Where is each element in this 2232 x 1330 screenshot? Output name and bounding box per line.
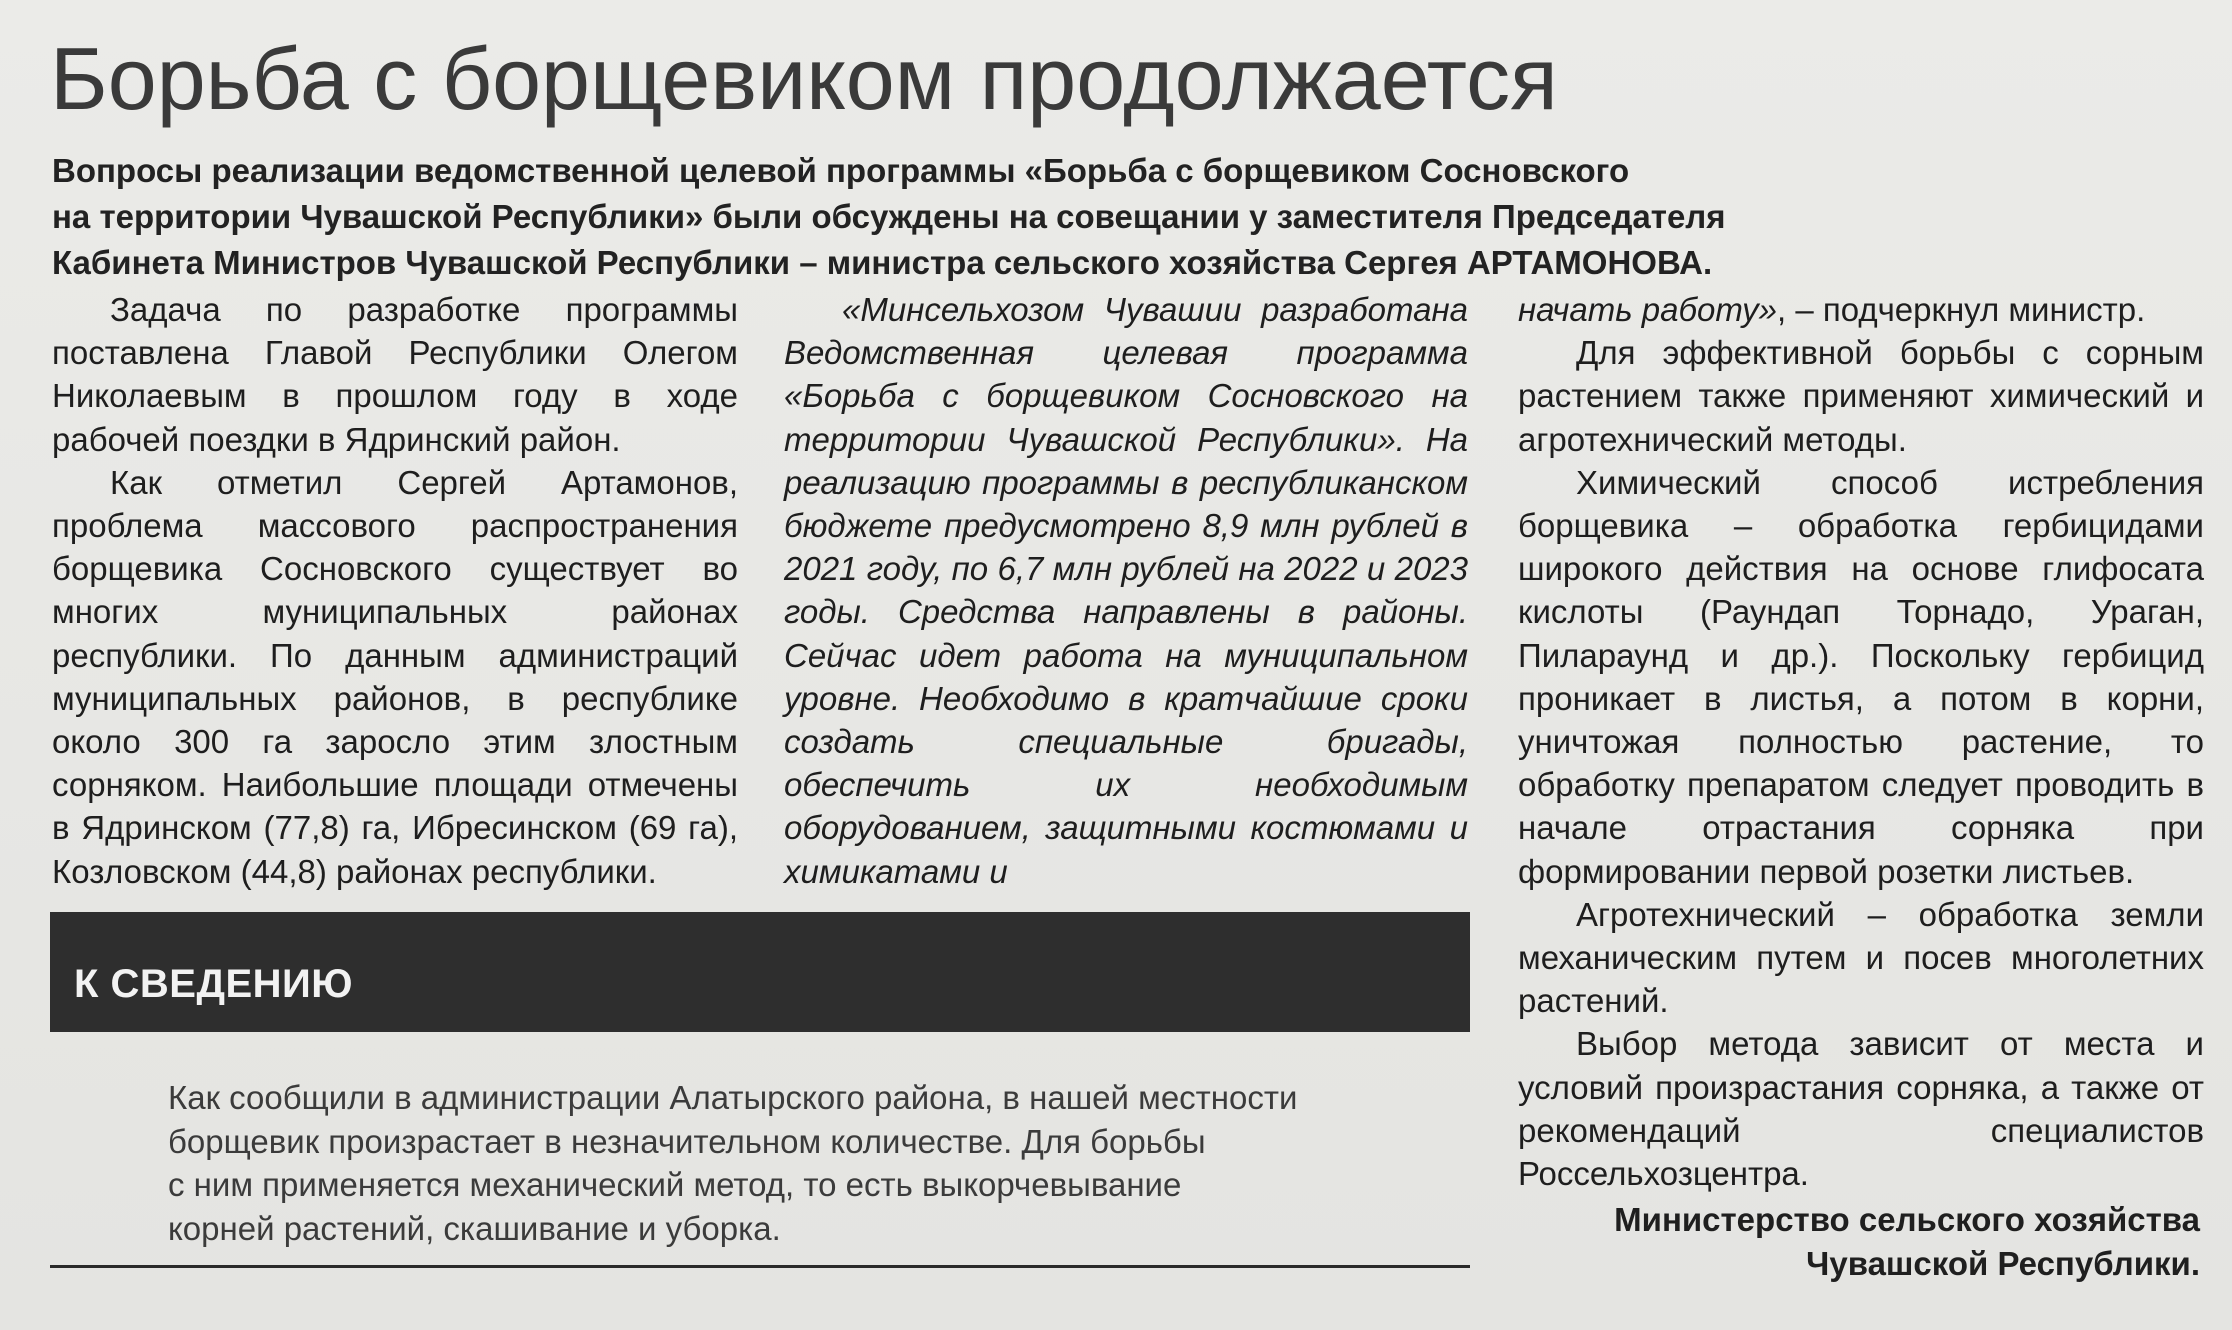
info-box-line: борщевик произрастает в незначительном количестве. Для борьбы bbox=[168, 1122, 1206, 1160]
quote-attribution: , – подчеркнул министр. bbox=[1777, 291, 2146, 328]
paragraph: Выбор метода зависит от места и условий произрастания сорняка, а также от рекомендаций специалистов Россельхозцентра. bbox=[1518, 1025, 2204, 1193]
article-lead bbox=[52, 148, 1952, 286]
lead-line: Кабинета Министров Чувашской Республики – министра сельского хозяйства Сергея АРТАМОНОВА. bbox=[52, 244, 1713, 281]
info-box-header bbox=[50, 912, 1470, 1032]
article-headline: Борьба с борщевиком продолжается bbox=[50, 29, 1558, 128]
article-column-1 bbox=[52, 288, 738, 893]
info-box-bottom-rule bbox=[50, 1265, 1470, 1268]
paragraph: Задача по разработке программы поставлена Главой Республики Олегом Николаевым в прошлом году в ходе рабочей поездки в Ядринский район. bbox=[52, 291, 738, 458]
lead-line: на территории Чувашской Республики» были обсуждены на совещании у заместителя Председателя bbox=[52, 198, 1726, 235]
info-box-line: Как сообщили в администрации Алатырского района, в нашей местности bbox=[168, 1079, 1298, 1116]
quote-end: начать работу» bbox=[1518, 291, 1777, 328]
paragraph: Агротехнический – обработка земли механическим путем и посев многолетних растений. bbox=[1518, 895, 2204, 1020]
paragraph-continuation bbox=[1518, 288, 2204, 331]
info-box-line: с ним применяется механический метод, то есть выкорчевывание bbox=[168, 1166, 1182, 1203]
quote-paragraph: «Минсельхозом Чувашии разработана Ведомственная целевая программа «Борьба с борщевиком Сосновского на территории Чувашской Республики». На реализацию программы в республиканском бюджете предусмотрено 8,9 млн рублей в 2021 году, по 6,7 млн рублей на 2022 и 2023 годы. Средства направлены в районы. Сейчас идет работа на муниципальном уровне. Необходимо в кратчайшие сроки создать специальные бригады, обеспечить их необходимым оборудованием, защитными костюмами и химикатами и bbox=[784, 291, 1468, 890]
lead-line: Вопросы реализации ведомственной целевой программы «Борьба с борщевиком Сосновского bbox=[52, 152, 1630, 189]
paragraph: Как отметил Сергей Артамонов, проблема массового распространения борщевика Сосновского существует во многих муниципальных районах республики. По данным администраций муниципальных районов, в республике около 300 га заросло этим злостным сорняком. Наибольшие площади отмечены в Ядринском (77,8) га, Ибресинском (69 га), Козловском (44,8) районах республики. bbox=[52, 463, 738, 890]
info-box-line: корней растений, скашивание и уборка. bbox=[168, 1209, 781, 1247]
article-column-3 bbox=[1518, 288, 2204, 1195]
article-column-2-quote bbox=[784, 288, 1468, 893]
article-signature bbox=[1400, 1198, 2200, 1286]
paragraph: Для эффективной борьбы с сорным растением также применяют химический и агротехнический методы. bbox=[1518, 334, 2204, 458]
info-box-text bbox=[168, 1076, 1398, 1250]
paragraph: Химический способ истребления борщевика – обработка гербицидами широкого действия на основе глифосата кислоты (Раундап Торнадо, Ураган, Пилараунд и др.). Поскольку гербицид проникает в листья, а потом в корни, уничтожая полностью растение, то обработку препаратом следует проводить в начале отрастания сорняка при формировании первой розетки листьев. bbox=[1518, 463, 2204, 890]
signature-line: Министерство сельского хозяйства bbox=[1614, 1201, 2200, 1238]
signature-line: Чувашской Республики. bbox=[1806, 1245, 2200, 1282]
info-box-title: К СВЕДЕНИЮ bbox=[74, 962, 354, 1006]
